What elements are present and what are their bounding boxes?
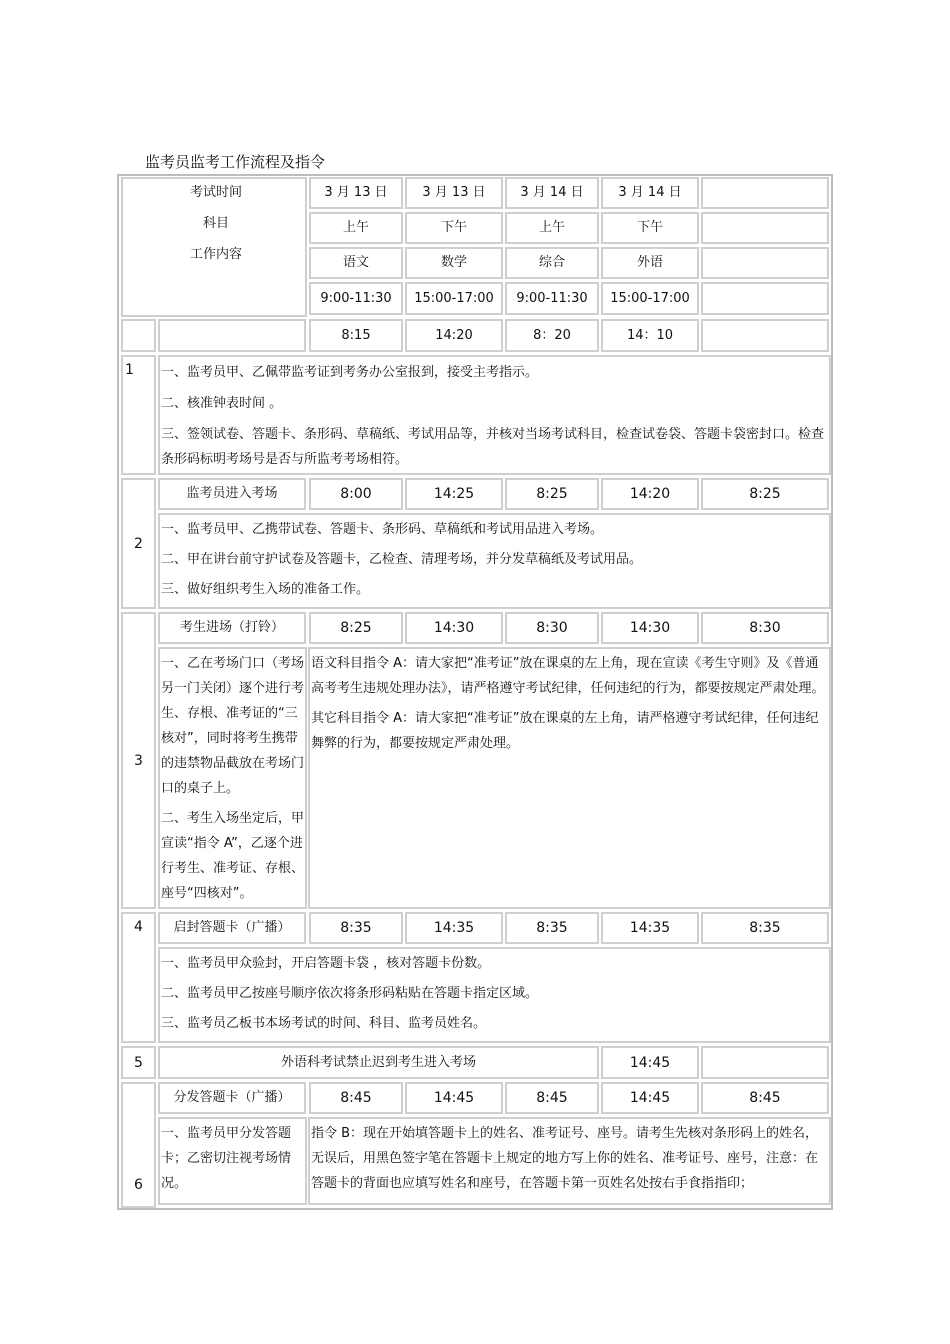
period-cell: 下午 — [601, 212, 699, 244]
subject-cell: 语文 — [309, 247, 403, 279]
date-cell: 3 月 13 日 — [309, 177, 403, 209]
period-cell: 上午 — [309, 212, 403, 244]
row-number-cell — [121, 319, 156, 352]
step-time-cell: 8:30 — [505, 612, 599, 644]
row-number: 5 — [121, 1046, 156, 1079]
row1-line: 三、签领试卷、答题卡、条形码、草稿纸、考试用品等，并核对当场考试科目，检查试卷袋、答题卡袋密封口。检查条形码标明考场号是否与所监考考场相符。 — [161, 427, 825, 467]
row4-line: 三、监考员乙板书本场考试的时间、科目、监考员姓名。 — [161, 1016, 487, 1031]
period-cell — [701, 212, 829, 244]
row-number: 4 — [121, 912, 156, 1043]
row6-procedure — [158, 1117, 307, 1205]
subject-cell: 数学 — [405, 247, 503, 279]
label-subject: 科目 — [202, 216, 229, 231]
step-label: 外语科考试禁止迟到考生进入考场 — [158, 1046, 599, 1079]
label-work-content: 工作内容 — [189, 247, 242, 262]
period-cell: 上午 — [505, 212, 599, 244]
row2-content — [158, 513, 831, 609]
row-number: 1 — [121, 355, 156, 475]
step-time-cell: 14:35 — [601, 912, 699, 944]
step-time-cell: 8:25 — [309, 612, 403, 644]
report-time-cell — [701, 319, 829, 352]
row3-instruction-line: 语文科目指令 A：请大家把“准考证”放在课桌的左上角，现在宣读《考生守则》及《普通高考考生违规处理办法》，请严格遵守考试纪律，任何违纪的行为，都要按规定严肃处理。 — [311, 656, 825, 696]
report-time-cell: 14：10 — [601, 319, 699, 352]
step-time-cell: 14:35 — [405, 912, 503, 944]
row1-content — [158, 355, 831, 475]
row4-line: 二、监考员甲乙按座号顺序依次将条形码粘贴在答题卡指定区域。 — [161, 986, 539, 1001]
step-label: 启封答题卡（广播） — [158, 912, 306, 944]
row1-line: 一、监考员甲、乙佩带监考证到考务办公室报到，接受主考指示。 — [161, 365, 539, 380]
row6-instruction-line: 指令 B：现在开始填答题卡上的姓名、准考证号、座号。请考生先核对条形码上的姓名，无误后，用黑色签字笔在答题卡上规定的地方写上你的姓名、准考证号、座号，注意：在答题卡的背面也应填写姓名和座号，在答题卡第一页姓名处按右手食指指印； — [311, 1126, 819, 1191]
step-time-cell: 14:25 — [405, 478, 503, 510]
row3-procedure-line: 一、乙在考场门口（考场另一门关闭）逐个进行考生、存根、准考证的“三核对”，同时将考生携带的违禁物品截放在考场门口的桌子上。 — [161, 656, 305, 796]
empty-cell — [701, 1046, 829, 1079]
exam-time-cell: 9:00-11:30 — [505, 282, 599, 315]
exam-time-cell — [701, 282, 829, 315]
row-number: 6 — [121, 1082, 156, 1208]
row1-line: 二、核准钟表时间 。 — [161, 396, 283, 411]
step-label: 考生进场（打铃） — [158, 612, 306, 644]
row4-content — [158, 947, 831, 1043]
step-time-cell: 14:30 — [601, 612, 699, 644]
label-exam-time: 考试时间 — [189, 185, 242, 200]
row-number: 3 — [121, 612, 156, 909]
step-time-cell: 8:25 — [701, 478, 829, 510]
row3-instruction — [308, 647, 831, 909]
step-time-cell: 14:45 — [601, 1082, 699, 1114]
date-cell: 3 月 14 日 — [601, 177, 699, 209]
row6-instruction — [308, 1117, 831, 1205]
step-time-cell: 8:45 — [505, 1082, 599, 1114]
step-time-cell: 14:20 — [601, 478, 699, 510]
date-cell: 3 月 13 日 — [405, 177, 503, 209]
row3-instruction-line: 其它科目指令 A：请大家把“准考证”放在课桌的左上角，请严格遵守考试纪律，任何违纪舞弊的行为，都要按规定严肃处理。 — [311, 711, 819, 751]
step-time-cell: 8:45 — [701, 1082, 829, 1114]
row3-procedure — [158, 647, 307, 909]
step-time-cell: 8:30 — [701, 612, 829, 644]
header-label-cell — [121, 177, 307, 317]
row2-line: 一、监考员甲、乙携带试卷、答题卡、条形码、草稿纸和考试用品进入考场。 — [161, 522, 604, 537]
step-time-cell: 8:00 — [309, 478, 403, 510]
document-title: 监考员监考工作流程及指令 — [145, 153, 326, 171]
subject-cell: 外语 — [601, 247, 699, 279]
report-time-cell: 8:15 — [309, 319, 403, 352]
step-label: 分发答题卡（广播） — [158, 1082, 306, 1114]
row2-line: 二、甲在讲台前守护试卷及答题卡，乙检查、清理考场，并分发草稿纸及考试用品。 — [161, 552, 643, 567]
row4-line: 一、监考员甲众验封，开启答题卡袋 ，核对答题卡份数。 — [161, 956, 491, 971]
step-time-cell: 14:45 — [405, 1082, 503, 1114]
date-cell — [701, 177, 829, 209]
exam-time-cell: 15:00-17:00 — [405, 282, 503, 315]
step-time-cell: 14:30 — [405, 612, 503, 644]
step-time-cell: 8:35 — [505, 912, 599, 944]
step-time-cell: 8:25 — [505, 478, 599, 510]
step-label: 监考员进入考场 — [158, 478, 306, 510]
step-time-cell: 8:35 — [701, 912, 829, 944]
subject-cell: 综合 — [505, 247, 599, 279]
exam-time-cell: 15:00-17:00 — [601, 282, 699, 315]
row6-procedure-line: 一、监考员甲分发答题卡；乙密切注视考场情况。 — [161, 1126, 292, 1191]
report-time-cell: 14:20 — [405, 319, 503, 352]
step-time-cell: 8:45 — [309, 1082, 403, 1114]
row2-line: 三、做好组织考生入场的准备工作。 — [161, 582, 370, 597]
exam-time-cell: 9:00-11:30 — [309, 282, 403, 315]
row3-procedure-line: 二、考生入场坐定后，甲宣读“指令 A”，乙逐个进行考生、准考证、存根、座号“四核对”。 — [161, 811, 305, 901]
subject-cell — [701, 247, 829, 279]
row-number: 2 — [121, 478, 156, 609]
report-time-cell: 8：20 — [505, 319, 599, 352]
date-cell: 3 月 14 日 — [505, 177, 599, 209]
step-time-cell: 8:35 — [309, 912, 403, 944]
row-label-cell — [158, 319, 306, 352]
period-cell: 下午 — [405, 212, 503, 244]
step-time-cell: 14:45 — [601, 1046, 699, 1079]
